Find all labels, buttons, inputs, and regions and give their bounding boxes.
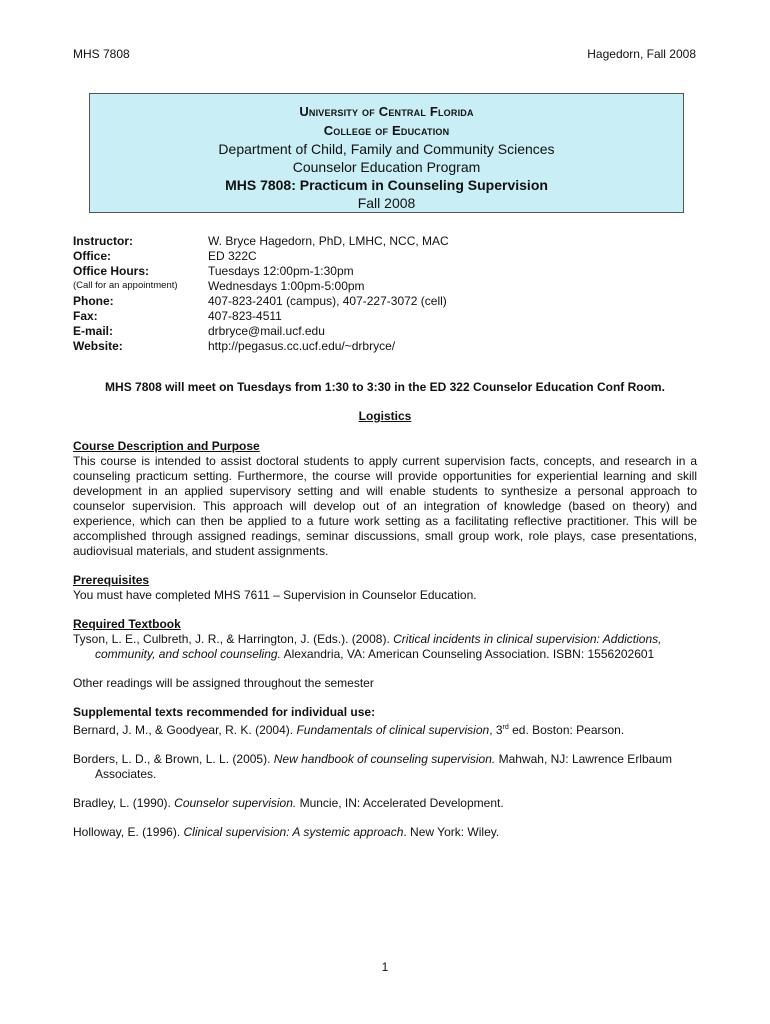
info-row-office [73,249,693,264]
phone-value: 407-823-2401 (campus), 407-227-3072 (cell) [208,294,447,308]
ref-publisher: . New York: Wiley. [403,825,500,839]
course-term: Fall 2008 [357,195,416,211]
college-name: College of Education [323,123,450,138]
info-row-phone [73,294,693,309]
ref-authors: Bernard, J. M., & Goodyear, R. K. (2004). [73,723,297,737]
info-row-email [73,324,693,339]
website-label: Website: [73,339,123,353]
university-name: University of Central Florida [299,104,474,119]
page-number: 1 [381,960,389,974]
hours-note: (Call for an appointment) [73,280,178,291]
ref-authors: Borders, L. D., & Brown, L. L. (2005). [73,752,274,766]
email-label: E-mail: [73,324,114,338]
header-author-term: Hagedorn, Fall 2008 [587,47,696,61]
ref-title: New handbook of counseling supervision. [273,752,496,766]
hours-tuesday: Tuesdays 12:00pm-1:30pm [208,264,354,278]
prerequisites-heading: Prerequisites [73,573,150,587]
supplemental-reference [73,752,697,782]
required-textbook-reference [73,632,697,662]
ref-edition-suffix: rd [502,724,509,731]
ref-authors: Tyson, L. E., Culbreth, J. R., & Harrington, J. (Eds.). (2008). [73,632,394,646]
ref-title: Fundamentals of clinical supervision [296,723,490,737]
phone-label: Phone: [73,294,114,308]
program-name: Counselor Education Program [292,159,481,175]
info-row-fax [73,309,693,324]
office-label: Office: [73,249,112,263]
ref-title: Counselor supervision. [174,796,297,810]
supplemental-heading: Supplemental texts recommended for individual use: [73,705,376,719]
info-row-instructor [73,234,693,249]
fax-label: Fax: [73,309,98,323]
info-row-hours [73,264,693,279]
course-description-heading: Course Description and Purpose [73,439,260,453]
header-course-code: MHS 7808 [73,47,130,61]
ref-publisher: Alexandria, VA: American Counseling Association. ISBN: 1556202601 [280,647,655,661]
meeting-info: MHS 7808 will meet on Tuesdays from 1:30 to 3:30 in the ED 322 Counselor Education Conf Room. [105,380,665,394]
title-box [89,93,684,213]
website-link[interactable]: http://pegasus.cc.ucf.edu/~drbryce/ [208,339,396,353]
supplemental-reference [73,825,697,840]
info-row-hours-2 [73,279,693,294]
office-value: ED 322C [208,249,257,263]
supplemental-reference [73,796,697,811]
hours-wednesday: Wednesdays 1:00pm-5:00pm [208,279,365,293]
instructor-value: W. Bryce Hagedorn, PhD, LMHC, NCC, MAC [208,234,449,248]
fax-value: 407-823-4511 [208,309,282,323]
ref-title: Clinical supervision: A systemic approach [183,825,404,839]
course-description-text: This course is intended to assist doctoral students to apply current supervision facts, concepts, and research in a counseling practicum setting. Furthermore, the course will provide opportunities for experiential learning and skill development in an applied supervisory setting and will enable students to synthesize a personal approach to counselor supervision. This approach will develop out of an integration of knowledge (based on theory) and experience, which can then be applied to a future work setting as a facilitating reflective practitioner. This will be accomplished through assigned readings, seminar discussions, small group work, role plays, case presentations, audiovisual materials, and student assignments. [73,454,697,558]
hours-label: Office Hours: [73,264,150,278]
required-textbook-heading: Required Textbook [73,617,181,631]
other-readings-note: Other readings will be assigned throughout the semester [73,676,374,690]
ref-title: Critical incidents in clinical supervision: Addictions, community, and school counseling. [95,632,662,661]
info-row-website [73,339,693,354]
instructor-label: Instructor: [73,234,133,248]
department-name: Department of Child, Family and Community Sciences [218,141,555,157]
supplemental-reference [73,720,697,738]
ref-publisher: Mahwah, NJ: Lawrence Erlbaum Associates. [95,752,672,781]
ref-authors: Holloway, E. (1996). [73,825,184,839]
email-value[interactable]: drbryce@mail.ucf.edu [208,324,325,338]
ref-authors: Bradley, L. (1990). [73,796,175,810]
syllabus-body [73,439,697,840]
prerequisites-text: You must have completed MHS 7611 – Supervision in Counselor Education. [73,588,477,602]
logistics-heading: Logistics [358,409,412,423]
ref-publisher: ed. Boston: Pearson. [508,723,625,737]
instructor-info [73,234,693,354]
ref-edition: , 3 [489,723,503,737]
course-title: MHS 7808: Practicum in Counseling Supervision [225,177,548,193]
ref-publisher: Muncie, IN: Accelerated Development. [296,796,504,810]
